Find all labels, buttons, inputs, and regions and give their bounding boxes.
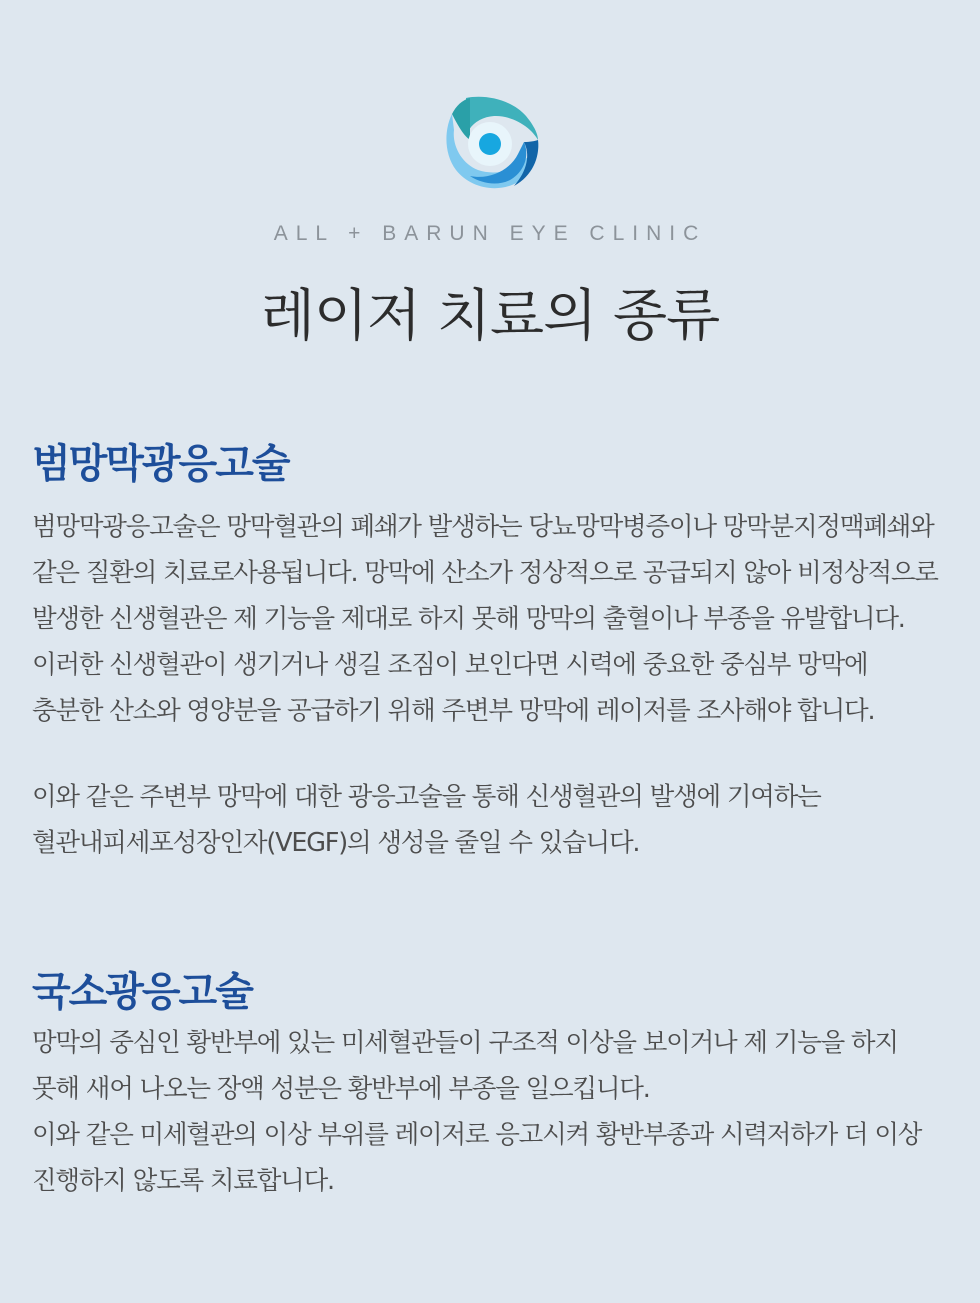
text-line: 못해 새어 나오는 장액 성분은 황반부에 부종을 일으킵니다. — [32, 1074, 650, 1104]
section-heading: 범망막광응고술 — [32, 441, 289, 487]
page-title: 레이저 치료의 종류 — [260, 284, 720, 349]
text-line: 진행하지 않도록 치료합니다. — [32, 1166, 334, 1196]
paragraph — [32, 774, 962, 866]
text-line: 이러한 신생혈관이 생기거나 생길 조짐이 보인다면 시력에 중요한 중심부 망막에 — [32, 650, 868, 680]
text-line: 범망막광응고술은 망막혈관의 폐쇄가 발생하는 당뇨망막병증이나 망막분지정맥폐쇄와 — [32, 512, 934, 542]
section-panretinal — [32, 436, 962, 866]
text-line: 충분한 산소와 영양분을 공급하기 위해 주변부 망막에 레이저를 조사해야 합니다. — [32, 696, 875, 726]
eye-logo-icon — [440, 96, 542, 192]
text-line: 혈관내피세포성장인자(VEGF)의 생성을 줄일 수 있습니다. — [32, 828, 640, 858]
text-line: 발생한 신생혈관은 제 기능을 제대로 하지 못해 망막의 출혈이나 부종을 유발합니다. — [32, 604, 905, 634]
section-heading: 국소광응고술 — [32, 969, 252, 1015]
section-focal — [32, 964, 962, 1204]
text-line: 망막의 중심인 황반부에 있는 미세혈관들이 구조적 이상을 보이거나 제 기능을 하지 — [32, 1028, 898, 1058]
paragraph — [32, 1020, 962, 1204]
paragraph — [32, 504, 962, 734]
text-line: 같은 질환의 치료로사용됩니다. 망막에 산소가 정상적으로 공급되지 않아 비정상적으로 — [32, 558, 938, 588]
clinic-name: ALL + BARUN EYE CLINIC — [273, 222, 707, 245]
text-line: 이와 같은 미세혈관의 이상 부위를 레이저로 응고시켜 황반부종과 시력저하가 더 이상 — [32, 1120, 922, 1150]
text-line: 이와 같은 주변부 망막에 대한 광응고술을 통해 신생혈관의 발생에 기여하는 — [32, 782, 821, 812]
